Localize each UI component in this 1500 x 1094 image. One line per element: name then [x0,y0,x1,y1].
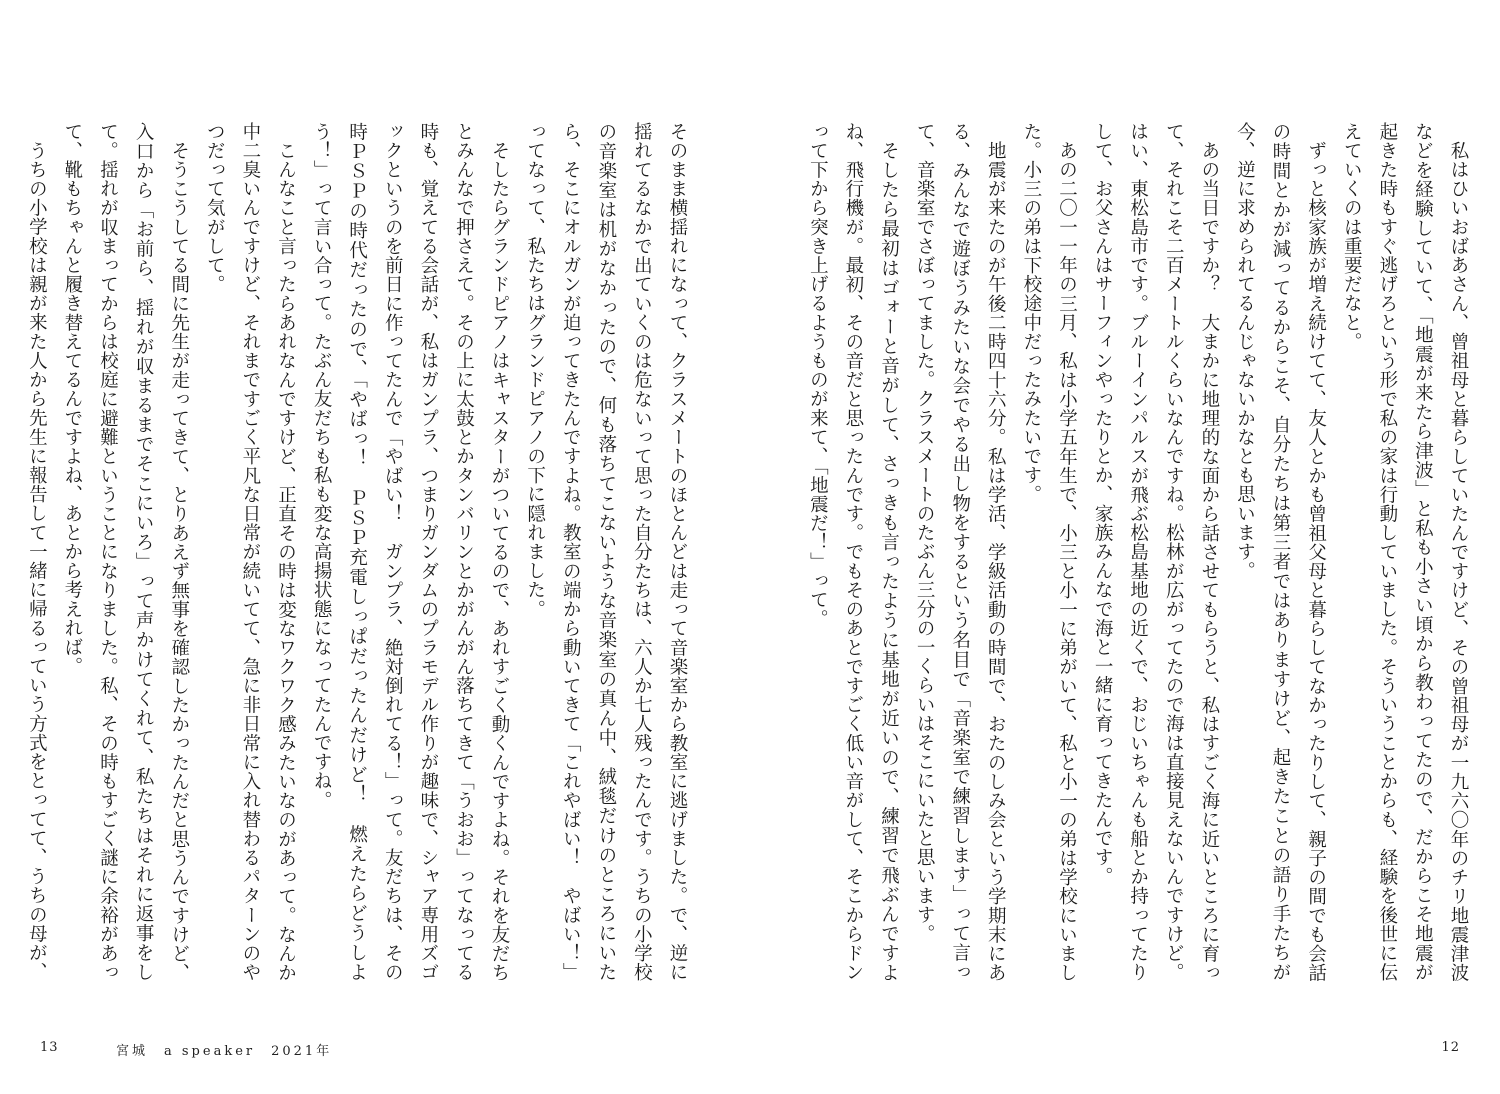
page-number: 13 [40,1040,59,1055]
paragraph: こんなこと言ったらあれなんですけど、正直その時は変なワクワク感みたいなのがあって。なんか中二臭いんですけど、それまですごく平凡な日常が続いてて、急に非日常に入れ替わるパターンのやつだって気がして。 [204,122,297,982]
paragraph: ずっと核家族が増え続けてて、友人とかも曾祖父母と暮らしてなかったりして、親子の間でも会話の時間とかが減ってるからこそ、自分たちは第三者ではありますけど、起きたことの語り手たちが今、逆に求められてるんじゃないかなとも思います。 [1234,122,1327,982]
right-page-text-column [807,122,1476,982]
paragraph: そしたらグランドピアノはキャスターがついてるので、あれすごく動くんですよね。それを友だちとみんなで押さえて。その上に太鼓とかタンバリンとかがんがん落ちてきて「うおお」ってなってる時も、覚えてる会話が、私はガンプラ、つまりガンダムのプラモデル作りが趣味で、シャア専用ズゴックというのを前日に作ってたんで「やばい！ ガンプラ、絶対倒れてる！」って。友だちは、その時ＰＳＰの時代だったので、「やばっ！ ＰＳＰ充電しっぱだったんだけど！ 燃えたらどうしよう！」って言い合って。たぶん友だちも私も変な高揚状態になってたんですね。 [311,122,511,982]
paragraph: 私はひいおばあさん、曾祖母と暮らしていたんですけど、その曾祖母が一九六〇年のチリ地震津波などを経験していて、「地震が来たら津波」と私も小さい頃から教わってたので、だからこそ地震が起きた時もすぐ逃げろという形で私の家は行動していました。そういうことからも、経験を後世に伝えていくのは重要だなと。 [1341,122,1469,982]
paragraph: そしたら最初はゴォーと音がして、さっきも言ったように基地が近いので、練習で飛ぶんですよね、飛行機が。最初、その音だと思ったんです。でもそのあとですごく低い音がして、そこからドンって下から突き上げるようものが来て、「地震だ！」って。 [807,122,900,982]
page-number: 12 [1441,1040,1460,1055]
paragraph: そのまま横揺れになって、クラスメートのほとんどは走って音楽室から教室に逃げました。で、逆に揺れてるなかで出ていくのは危ないって思った自分たちは、六人か七人残ったんです。うちの小学校の音楽室は机がなかったので、何も落ちてこないような音楽室の真ん中、絨毯だけのところにいたら、そこにオルガンが迫ってきたんですよね。教室の端から動いてきて「これやばい！ やばい！」ってなって、私たちはグランドピアノの下に隠れました。 [524,122,688,982]
left-page-text-column [26,122,695,982]
paragraph: あの二〇一一年の三月、私は小学五年生で、小三と小一に弟がいて、私と小一の弟は学校にいました。小三の弟は下校途中だったみたいです。 [1020,122,1078,982]
paragraph: 地震が来たのが午後二時四十六分。私は学活、学級活動の時間で、おたのしみ会という学期末にある、みんなで遊ぼうみたいな会でやる出し物をするという名目で「音楽室で練習します」って言って、音楽室でさぼってました。クラスメートのたぶん三分の一くらいはそこにいたと思います。 [914,122,1007,982]
paragraph: あの当日ですか？ 大まかに地理的な面から話させてもらうと、私はすごく海に近いところに育って、それこそ二百メートルくらいなんですね。松林が広がってたので海は直接見えないんですけど。はい、東松島市です。ブルーインパルスが飛ぶ松島基地の近くで、おじいちゃんも船とか持ってたりして、お父さんはサーフィンやったりとか、家族みんなで海と一緒に育ってきたんです。 [1092,122,1220,982]
paragraph: そうこうしてる間に先生が走ってきて、とりあえず無事を確認したかったんだと思うんですけど、入口から「お前ら、揺れが収まるまでそこにいろ」って声かけてくれて、私たちはそれに返事をして。揺れが収まってからは校庭に避難ということになりました。私、その時もすごく謎に余裕があって、靴もちゃんと履き替えてるんですよね、あとから考えれば。 [61,122,190,982]
right-page [750,0,1500,1094]
running-head: 宮城 a speaker 2021年 [116,1044,333,1059]
paragraph: うちの小学校は親が来た人から先生に報告して一緒に帰るっていう方式をとってて、うちの母が、 [26,140,48,981]
